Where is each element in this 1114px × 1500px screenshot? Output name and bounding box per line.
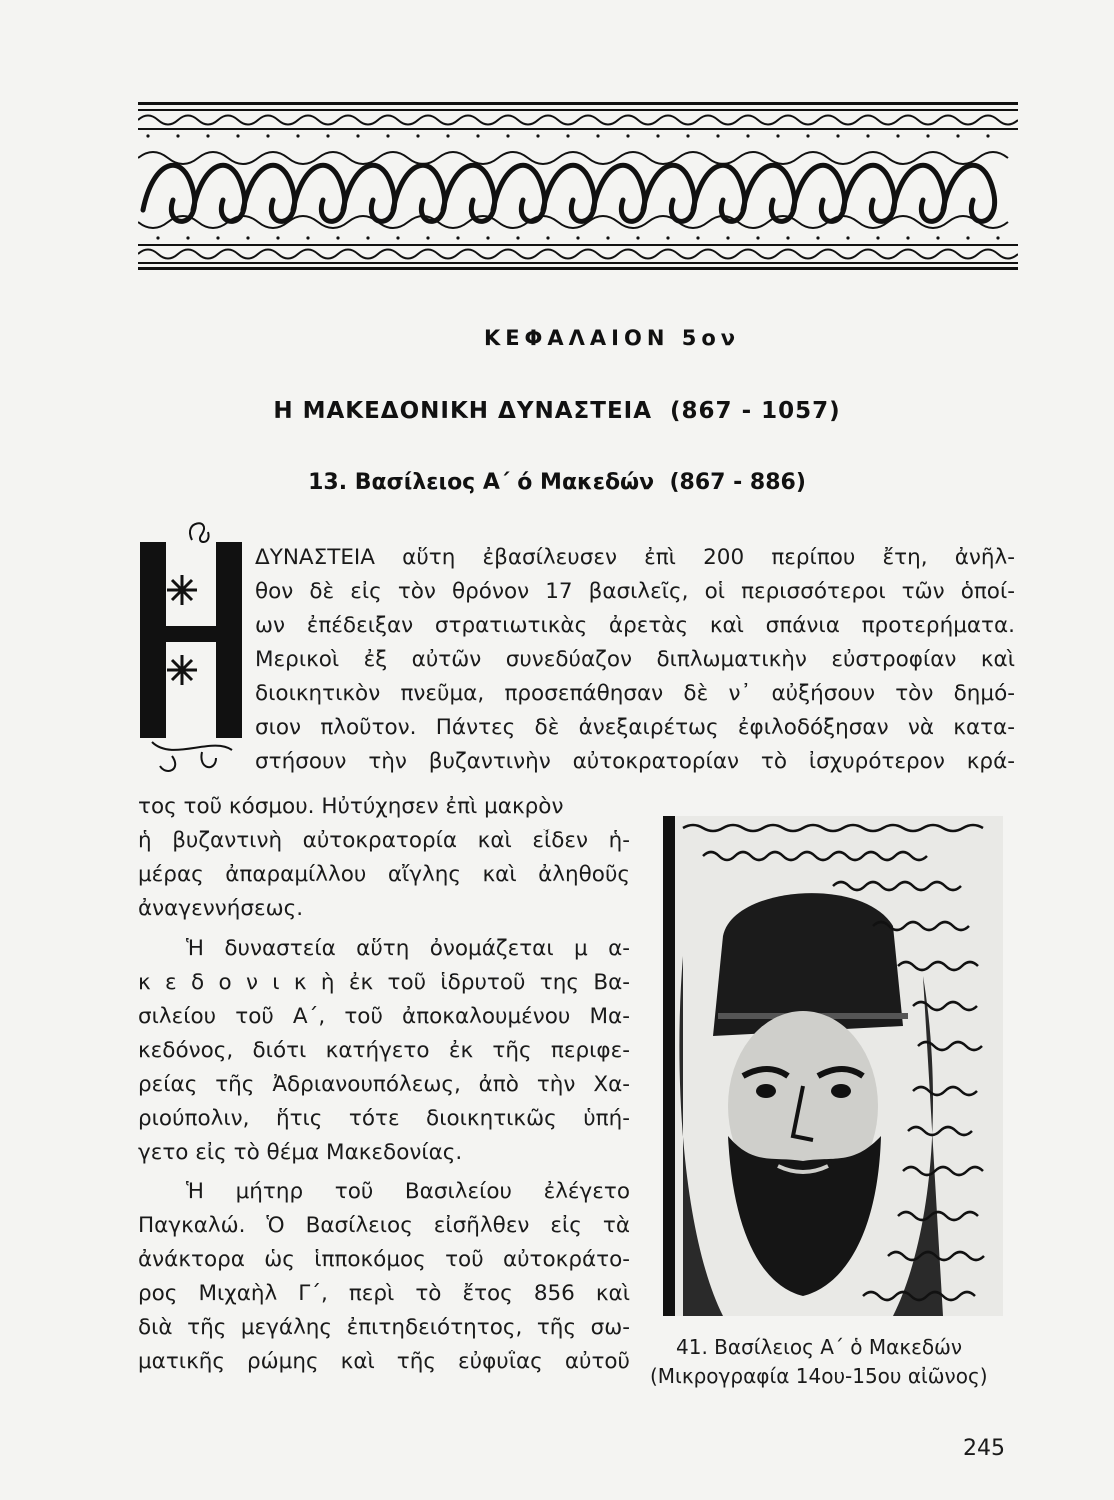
text-line: Μερικοὶ ἐξ αὐτῶν συνεδύαζον διπλωματικὴν εὐστροφίαν καὶ xyxy=(255,648,1015,672)
text-line: ἀνάκτορα ὡς ἱπποκόμος τοῦ αὐτοκράτο- xyxy=(138,1248,630,1272)
chapter-label: ΚΕΦΑΛΑΙΟΝ 5ον xyxy=(483,326,741,350)
text-line: στήσουν τὴν βυζαντινὴν αὐτοκρατορίαν τὸ ἰσχυρότερον κρά- xyxy=(255,750,1015,774)
figure-caption: 41. Βασίλειος Α΄ ὁ Μακεδών xyxy=(676,1335,963,1359)
text-line: θον δὲ εἰς τὸν θρόνον 17 βασιλεῖς, οἱ περισσότεροι τῶν ὁποί- xyxy=(255,580,1015,604)
text-line: ων ἐπέδειξαν στρατιωτικὰς ἀρετὰς καὶ σπάνια προτερήματα. xyxy=(255,614,1015,638)
text-line: ρος Μιχαὴλ Γ΄, περὶ τὸ ἔτος 856 καὶ xyxy=(138,1282,630,1306)
text-line: κ ε δ ο ν ι κ ὴ ἐκ τοῦ ἱδρυτοῦ της Βα- xyxy=(138,971,630,995)
text-line: γετο εἰς τὸ θέμα Μακεδονίας. xyxy=(138,1141,463,1165)
drop-cap-eta xyxy=(132,520,250,778)
text-line: σιλείου τοῦ Α΄, τοῦ ἀποκαλουμένου Μα- xyxy=(138,1005,630,1029)
text-line: ΔΥΝΑΣΤΕΙΑ αὕτη ἐβασίλευσεν ἐπὶ 200 περίπου ἔτη, ἀνῆλ- xyxy=(255,546,1015,570)
text-line: ἀναγεννήσεως. xyxy=(138,897,304,921)
section-title: 13. Βασίλειος Α΄ ό Μακεδών (867 - 886) xyxy=(308,470,806,495)
text-line: διοικητικὸν πνεῦμα, προσεπάθησαν δὲ ν᾽ αὐξήσουν τὸν δημό- xyxy=(255,682,1015,706)
page-number: 245 xyxy=(963,1436,1005,1461)
text-line: ἡ βυζαντινὴ αὐτοκρατορία καὶ εἶδεν ἡ- xyxy=(138,829,630,853)
text-line: σιον πλοῦτον. Πάντες δὲ ἀνεξαιρέτως ἐφιλοδόξησαν νὰ κατα- xyxy=(255,716,1015,740)
text-line: τος τοῦ κόσμου. Ηὐτύχησεν ἐπὶ μακρὸν xyxy=(138,795,564,819)
text-line: διὰ τῆς μεγάλης ἐπιτηδειότητος, τῆς σω- xyxy=(138,1316,630,1340)
text-line: κεδόνος, διότι κατήγετο ἐκ τῆς περιφε- xyxy=(138,1039,630,1063)
text-line: Ἡ μήτηρ τοῦ Βασιλείου ἐλέγετο xyxy=(186,1180,630,1204)
text-line: ματικῆς ρώμης καὶ τῆς εὐφυΐας αὐτοῦ xyxy=(138,1350,630,1374)
ornamental-band xyxy=(138,100,1018,272)
text-line: Ἡ δυναστεία αὕτη ὀνομάζεται μ α- xyxy=(186,937,630,961)
figure-caption-source: (Μικρογραφία 14ου-15ου αἰῶνος) xyxy=(650,1364,988,1388)
chapter-title: Η ΜΑΚΕΔΟΝΙΚΗ ΔΥΝΑΣΤΕΙΑ (867 - 1057) xyxy=(273,398,841,424)
portrait-miniature-icon xyxy=(663,816,1003,1316)
text-line: μέρας ἀπαραμίλλου αἴγλης καὶ ἀληθοῦς xyxy=(138,863,630,887)
text-line: ρείας τῆς Ἀδριανουπόλεως, ἀπὸ τὴν Χα- xyxy=(138,1073,630,1097)
text-line: ριούπολιν, ἥτις τότε διοικητικῶς ὑπή- xyxy=(138,1107,630,1131)
text-line: Παγκαλώ. Ὁ Βασίλειος εἰσῆλθεν εἰς τὰ xyxy=(138,1214,630,1238)
